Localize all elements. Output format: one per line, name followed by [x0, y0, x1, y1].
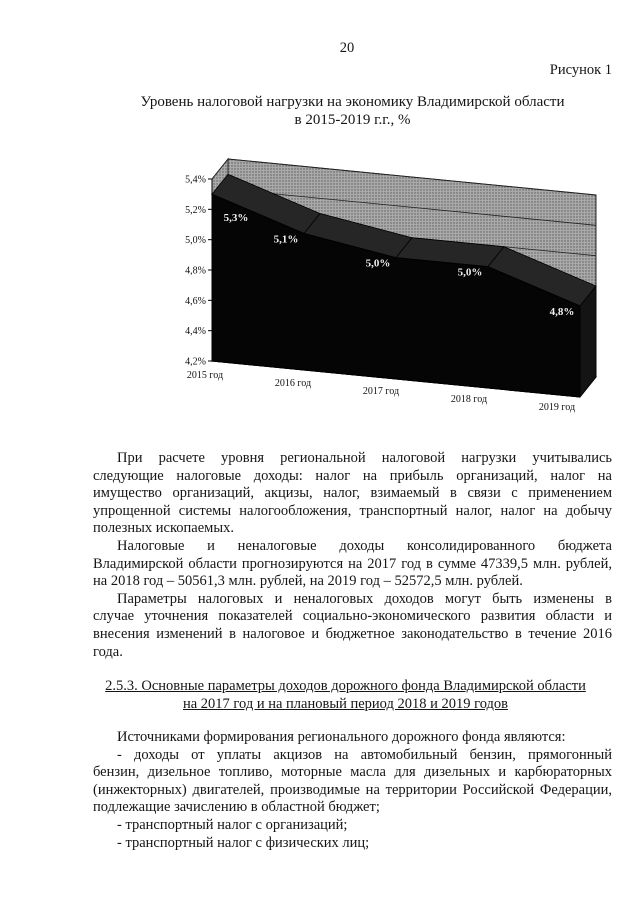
- text-line: бензин, дизельное топливо, моторные масла для дизельных и карбюраторных: [93, 764, 612, 781]
- text-line: При расчете уровня региональной налоговой нагрузки учитывались: [117, 450, 612, 466]
- text-line: (инжекторных) двигателей, производимые на территории Российской Федерации,: [93, 781, 612, 798]
- text-line: Параметры налоговых и неналоговых доходов могут быть изменены в: [117, 590, 612, 607]
- data-point: [303, 233, 305, 235]
- text-line: Источниками формирования регионального дорожного фонда являются:: [117, 729, 566, 745]
- y-tick-label: 5,2%: [185, 204, 206, 216]
- text-line: упрощенной системы налогообложения, транспортный налог, налог на добычу: [93, 502, 612, 519]
- data-point: [211, 193, 213, 195]
- text-line: случае уточнения показателей социально-экономического развития области и: [93, 608, 612, 625]
- y-tick-label: 4,2%: [185, 356, 206, 368]
- y-tick-label: 4,8%: [185, 265, 206, 277]
- text-line: Налоговые и неналоговые доходы консолидированного бюджета: [117, 537, 612, 554]
- text-line: на 2018 год – 50561,3 млн. рублей, на 2019 год – 52572,5 млн. рублей.: [93, 573, 523, 590]
- list-item: - доходы от уплаты акцизов на автомобильный бензин, прямогонный: [117, 746, 612, 763]
- area-side-face: [580, 286, 596, 397]
- text-line: подлежащие зачислению в областной бюджет;: [93, 799, 380, 816]
- data-label: 5,0%: [365, 257, 391, 270]
- data-label: 4,8%: [549, 306, 575, 318]
- data-point: [487, 266, 489, 268]
- text-line: года.: [93, 643, 123, 660]
- body-text-block: [93, 729, 612, 852]
- chart-subtitle: в 2015-2019 г.г., %: [294, 111, 411, 128]
- page-number: 20: [339, 40, 355, 56]
- body-text-block: [93, 450, 612, 661]
- text-line: внесения изменений в налоговое и бюджетное законодательство в течение 2016: [93, 625, 612, 642]
- section-heading-line: 2.5.3. Основные параметры доходов дорожного фонда Владимирской области: [105, 678, 586, 694]
- section-heading-line: на 2017 год и на плановый период 2018 и 2019 годов: [182, 695, 509, 712]
- text-line: следующие налоговые доходы: налог на прибыль организаций, налог на: [93, 467, 612, 484]
- section-heading: [93, 678, 598, 713]
- text-line: имущество организаций, акцизы, налог, взимаемый в связи с применением: [93, 485, 612, 502]
- text-line: полезных ископаемых.: [93, 520, 234, 537]
- data-label: 5,0%: [457, 266, 483, 279]
- data-label: 5,1%: [273, 233, 299, 246]
- chart-canvas: [150, 140, 620, 430]
- y-tick-label: 4,4%: [185, 326, 206, 338]
- data-point: [395, 257, 397, 259]
- chart-title-block: [93, 94, 612, 129]
- x-tick-label: 2016 год: [274, 378, 312, 389]
- data-label: 5,3%: [223, 212, 249, 225]
- y-tick-label: 5,4%: [185, 174, 206, 186]
- x-tick-label: 2018 год: [450, 394, 488, 405]
- text-line: Владимирской области прогнозируются на 2017 год в сумме 47339,5 млн. рублей,: [93, 555, 612, 572]
- list-item: - транспортный налог с организаций;: [117, 816, 348, 833]
- list-item: - транспортный налог с физических лиц;: [117, 834, 370, 851]
- figure-label: Рисунок 1: [549, 62, 612, 78]
- y-tick-label: 5,0%: [185, 235, 206, 247]
- y-tick-label: 4,6%: [185, 295, 206, 307]
- x-tick-label: 2015 год: [186, 370, 224, 381]
- tax-burden-chart: [150, 140, 620, 430]
- chart-title: Уровень налоговой нагрузки на экономику Владимирской области: [140, 94, 565, 110]
- x-tick-label: 2019 год: [538, 402, 576, 413]
- x-tick-label: 2017 год: [362, 386, 400, 397]
- data-point: [579, 305, 581, 307]
